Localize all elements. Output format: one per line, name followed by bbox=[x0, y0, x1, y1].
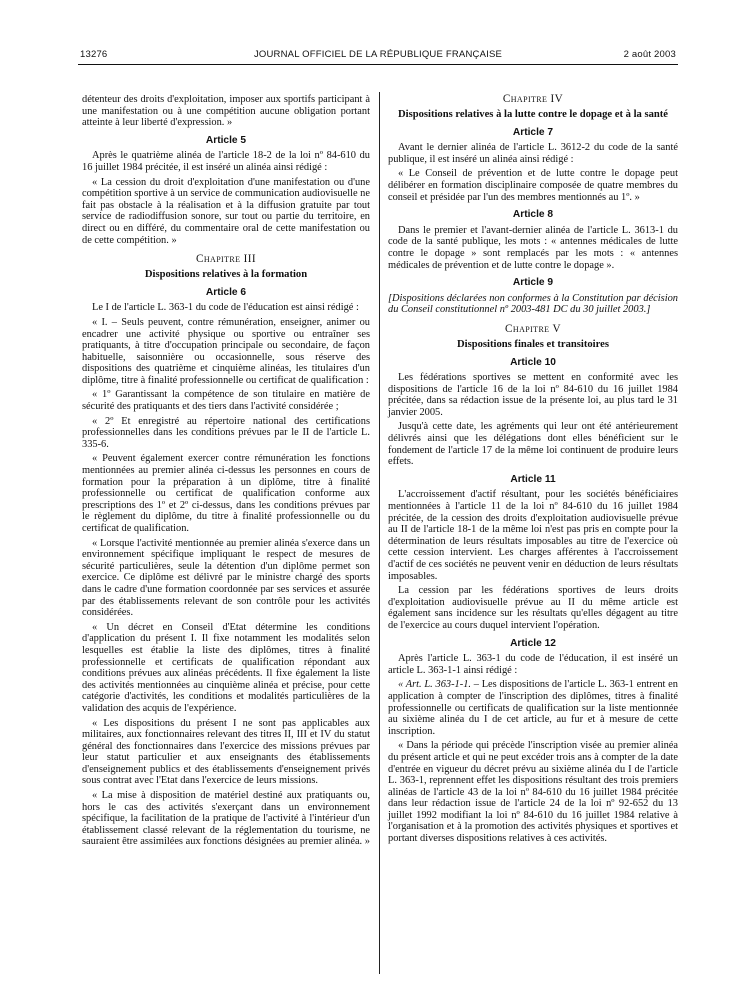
article-11-paragraph-1: L'accroissement d'actif résultant, pour les sociétés bénéficiaires mentionnées à l'article 11 de la loi nº 84-610 du 16 juillet 1984 précitée, de la cession des droits d'exploitation audiovisuelle prévue au II de l'article 18-1 de la même loi n'est pas pris en compte pour la détermination de leurs résultats imposables au titre de l'exercice où cette cession intervient. Les charges afférentes à l'accroissement d'actif de ces sociétés ne peuvent venir en déduction de leurs résultats imposables. bbox=[388, 489, 678, 582]
chapter-4-title: Dispositions relatives à la lutte contre le dopage et à la santé bbox=[397, 108, 669, 120]
article-9-paragraph-1: [Dispositions déclarées non conformes à la Constitution par décision du Conseil constitutionnel nº 2003-481 DC du 30 juillet 2003.] bbox=[388, 292, 678, 316]
article-7-paragraph-1: Avant le dernier alinéa de l'article L. 3612-2 du code de la santé publique, il est inséré un alinéa ainsi rédigé : bbox=[388, 142, 678, 165]
article-8-heading: Article 8 bbox=[512, 209, 554, 221]
header-rule bbox=[78, 64, 678, 65]
article-6-paragraph-7: « Un décret en Conseil d'Etat détermine les conditions d'application du présent I. Il fixe notamment les modalités selon lesquelles est établie la liste des diplômes, titres à finalité professionnelle et certificats de qualification répondant aux conditions prévues aux alinéas précédents. Il fixe également la liste des activités mentionnées au cinquième alinéa et précise, pour cette catégorie d'activités, les conditions et modalités particulières de la validation des acquis de l'expérience. bbox=[82, 621, 370, 714]
chapter-3-title: Dispositions relatives à la formation bbox=[144, 268, 308, 280]
article-12-paragraph-3: « Dans la période qui précède l'inscription visée au premier alinéa du présent article et qui ne peut excéder trois ans à compter de la date d'entrée en vigueur du décret prévu au sixième alinéa du I de l'article L. 363-1, reprennent effet les dispositions résultant des trois premiers alinéas de l'article 43 de la loi nº 84-610 du 16 juillet 1984 précitée dans leur rédaction issue de l'article 24 de la loi nº 92-652 du 13 juillet 1992 modifiant la loi nº 84-610 du 16 juillet 1984 relative à l'organisation et à la promotion des activités physiques et sportives et portant diverses dispositions relatives à ces activités. bbox=[388, 740, 678, 845]
journal-title: JOURNAL OFFICIEL DE LA RÉPUBLIQUE FRANÇAISE bbox=[253, 49, 503, 60]
article-6-paragraph-1: Le I de l'article L. 363-1 du code de l'éducation est ainsi rédigé : bbox=[92, 302, 359, 314]
chapter-3-label: Chapitre III bbox=[195, 253, 256, 266]
article-12-paragraph-2 bbox=[388, 679, 678, 737]
page-header bbox=[80, 46, 676, 64]
right-column bbox=[388, 94, 678, 848]
article-5-paragraph-2: « La cession du droit d'exploitation d'une manifestation ou d'une compétition sportive à un service de communication audiovisuelle ne fait pas obstacle à la réalisation et à la diffusion gratuite par tout service de radiodiffusion sonore, sur tout ou partie du territoire, en direct ou en différé, du commentaire oral de cette manifestation ou de cette compétition. » bbox=[82, 176, 370, 246]
article-5-paragraph-1: Après le quatrième alinéa de l'article 18-2 de la loi nº 84-610 du 16 juillet 1984 précitée, il est inséré un alinéa ainsi rédigé : bbox=[82, 150, 370, 173]
left-column bbox=[82, 94, 370, 851]
article-6-paragraph-6: « Lorsque l'activité mentionnée au premier alinéa s'exerce dans un environnement spécifique impliquant le respect de mesures de sécurité particulières, seule la détention d'un diplôme permet son exercice. Ce diplôme est délivré par le ministre chargé des sports dans le cadre d'une formation coordonnée par ses services et assurée par des établissements relevant de son contrôle pour les activités considérées. bbox=[82, 537, 370, 619]
article-10-paragraph-2: Jusqu'à cette date, les agréments qui leur ont été antérieurement délivrés ainsi que les délégations dont elles bénéficient sur le fondement de l'article 17 de la même loi continuent de produire leurs effets. bbox=[388, 421, 678, 468]
chapter-4-label: Chapitre IV bbox=[502, 93, 564, 105]
article-10-heading: Article 10 bbox=[510, 356, 556, 368]
article-12-paragraph-2-text: – Les dispositions de l'article L. 363-1 entrent en application à compter de l'inscription des diplômes, titres à finalité professionnelle ou certificats de qualification sur la liste mentionnée au sixième alinéa du I de cet article, au fur et à mesure de cette inscription. bbox=[388, 679, 678, 737]
article-7-heading: Article 7 bbox=[512, 126, 554, 138]
publication-date: 2 août 2003 bbox=[623, 49, 676, 60]
article-6-paragraph-8: « Les dispositions du présent I ne sont pas applicables aux militaires, aux fonctionnaires relevant des titres II, III et IV du statut général des fonctionnaires dans l'exercice des missions prévues par leur statut particulier et aux enseignants des établissements d'enseignement publics et des établissements d'enseignement privés sous contrat avec l'Etat dans l'exercice de leurs missions. bbox=[82, 717, 370, 787]
article-6-paragraph-9: « La mise à disposition de matériel destiné aux pratiquants ou, hors le cas des activités s'exerçant dans un environnement spécifique, la facilitation de la pratique de l'activité à l'intérieur d'un établissement classé relevant de la réglementation du tourisme, ne sauraient être assimilées aux fonctions désignées au premier alinéa. » bbox=[82, 790, 370, 848]
article-6-heading: Article 6 bbox=[205, 286, 247, 298]
chapter-5-label: Chapitre V bbox=[505, 322, 561, 335]
chapter-5-title: Dispositions finales et transitoires bbox=[457, 338, 609, 350]
article-9-heading: Article 9 bbox=[512, 277, 554, 289]
article-11-heading: Article 11 bbox=[510, 473, 556, 485]
article-7-paragraph-2: « Le Conseil de prévention et de lutte contre le dopage peut délibérer en formation disciplinaire composée de quatre membres du conseil et présidée par l'un des membres mentionnés au 1º. » bbox=[388, 168, 678, 203]
article-6-paragraph-2: « I. – Seuls peuvent, contre rémunération, enseigner, animer ou encadrer une activité physique ou sportive ou entraîner ses pratiquants, à titre d'occupation principale ou secondaire, de façon habituelle, saisonnière ou occasionnelle, sous réserve des dispositions des quatrième et cinquième alinéas, les titulaires d'un diplôme, titre à finalité professionnelle ou certificat de qualification : bbox=[82, 316, 370, 386]
article-5-heading: Article 5 bbox=[205, 134, 247, 146]
article-12-paragraph-1: Après l'article L. 363-1 du code de l'éducation, il est inséré un article L. 363-1-1 ainsi rédigé : bbox=[388, 653, 678, 676]
article-11-paragraph-2: La cession par les fédérations sportives de leurs droits d'exploitation audiovisuelle prévue au II du même article est également sans incidence sur les résultats qu'elles dégagent au titre de l'exercice au cours duquel intervient l'opération. bbox=[388, 585, 678, 631]
article-6-paragraph-3: « 1º Garantissant la compétence de son titulaire en matière de sécurité des pratiquants et des tiers dans l'activité considérée ; bbox=[82, 389, 370, 413]
paragraph-intro: détenteur des droits d'exploitation, imposer aux sportifs participant à une manifestation ou à une compétition aucune obligation portant atteinte à leur liberté d'expression. » bbox=[82, 94, 370, 129]
article-6-paragraph-4: « 2º Et enregistré au répertoire national des certifications professionnelles dans les conditions prévues par le II de l'article L. 335-6. bbox=[82, 415, 370, 450]
article-6-paragraph-5: « Peuvent également exercer contre rémunération les fonctions mentionnées au premier alinéa ci-dessus les personnes en cours de formation pour la préparation à un diplôme, titre à finalité professionnelle ou certificat de qualification conforme aux prescriptions des 1º et 2º ci-dessus, dans les conditions prévues par le règlement du diplôme, du titre à finalité professionnelle ou du certificat de qualification. bbox=[82, 453, 370, 534]
page-number: 13276 bbox=[80, 49, 108, 60]
article-8-paragraph-1: Dans le premier et l'avant-dernier alinéa de l'article L. 3613-1 du code de la santé publique, les mots : « antennes médicales de lutte contre le dopage » sont remplacés par les mots : « antennes médicales de prévention et de lutte contre le dopage ». bbox=[388, 224, 678, 271]
article-10-paragraph-1: Les fédérations sportives se mettent en conformité avec les dispositions de l'article 16 de la loi nº 84-610 du 16 juillet 1984 précitée, dans sa rédaction issue de la présente loi, au plus tard le 31 janvier 2005. bbox=[388, 372, 678, 418]
column-separator bbox=[379, 92, 380, 974]
article-12-code-reference: « Art. L. 363-1-1. bbox=[398, 679, 472, 691]
article-12-heading: Article 12 bbox=[510, 637, 556, 649]
